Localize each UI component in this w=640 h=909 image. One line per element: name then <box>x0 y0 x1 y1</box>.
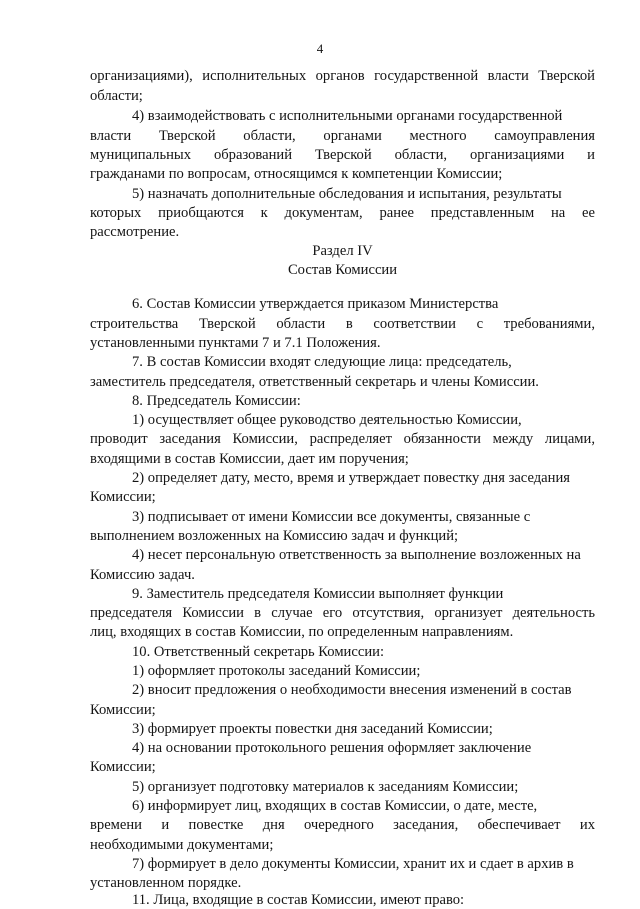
text-line: выполнением возложенных на Комиссию задач и функций; <box>90 528 459 544</box>
text-line: времени и повестке дня очередного заседания, обеспечивает их <box>90 817 595 833</box>
text-line: председателя Комиссии в случае его отсутствия, организует деятельность <box>90 605 595 621</box>
page-number: 4 <box>316 41 324 56</box>
section-title: Состав Комиссии <box>287 262 398 278</box>
clause-9: 9. Заместитель председателя Комиссии выполняет функции <box>132 586 504 602</box>
text-line: области; <box>90 88 143 104</box>
text-line: организациями), исполнительных органов государственной власти Тверской <box>90 68 595 84</box>
list-item-1: 1) осуществляет общее руководство деятельностью Комиссии, <box>132 412 522 428</box>
clause-8: 8. Председатель Комиссии: <box>132 393 301 409</box>
text-line: Комиссию задач. <box>90 567 195 583</box>
text-line: рассмотрение. <box>90 224 180 240</box>
clause-6: 6. Состав Комиссии утверждается приказом Министерства <box>132 296 499 312</box>
text-line: входящими в состав Комиссии, дает им поручения; <box>90 451 409 467</box>
list-item-6: 6) информирует лиц, входящих в состав Комиссии, о дате, месте, <box>132 798 538 814</box>
list-item-2: 2) определяет дату, место, время и утверждает повестку дня заседания <box>132 470 570 486</box>
list-item-5: 5) назначать дополнительные обследования и испытания, результаты <box>132 186 562 202</box>
text-line: необходимыми документами; <box>90 837 274 853</box>
list-item-4: 4) взаимодействовать с исполнительными органами государственной <box>132 108 563 124</box>
text-line: лиц, входящих в состав Комиссии, по определенным направлениям. <box>90 624 514 640</box>
list-item-5: 5) организует подготовку материалов к заседаниям Комиссии; <box>132 779 519 795</box>
text-line: Комиссии; <box>90 489 156 505</box>
text-line: Комиссии; <box>90 702 156 718</box>
list-item-2: 2) вносит предложения о необходимости внесения изменений в состав <box>132 682 572 698</box>
clause-7: 7. В состав Комиссии входят следующие лица: председатель, <box>132 354 512 370</box>
section-heading: Раздел IV <box>312 243 373 259</box>
text-line: установленными пунктами 7 и 7.1 Положения. <box>90 335 381 351</box>
text-line: проводит заседания Комиссии, распределяет обязанности между лицами, <box>90 431 595 447</box>
text-line: гражданами по вопросам, относящимся к компетенции Комиссии; <box>90 166 503 182</box>
list-item-1: 1) оформляет протоколы заседаний Комиссии; <box>132 663 421 679</box>
list-item-3: 3) подписывает от имени Комиссии все документы, связанные с <box>132 509 531 525</box>
clause-10: 10. Ответственный секретарь Комиссии: <box>132 644 384 660</box>
list-item-4: 4) несет персональную ответственность за выполнение возложенных на <box>132 547 581 563</box>
text-line: заместитель председателя, ответственный секретарь и члены Комиссии. <box>90 374 539 390</box>
text-line: которых приобщаются к документам, ранее представленным на ее <box>90 205 595 221</box>
list-item-3: 3) формирует проекты повестки дня заседаний Комиссии; <box>132 721 493 737</box>
list-item-7: 7) формирует в дело документы Комиссии, хранит их и сдает в архив в <box>132 856 574 872</box>
text-line: установленном порядке. <box>90 875 242 891</box>
text-line: муниципальных образований Тверской области, организациями и <box>90 147 595 163</box>
clause-11: 11. Лица, входящие в состав Комиссии, имеют право: <box>132 892 465 908</box>
list-item-4: 4) на основании протокольного решения оформляет заключение <box>132 740 532 756</box>
text-line: Комиссии; <box>90 759 156 775</box>
text-line: власти Тверской области, органами местного самоуправления <box>90 128 595 144</box>
text-line: строительства Тверской области в соответствии с требованиями, <box>90 316 595 332</box>
